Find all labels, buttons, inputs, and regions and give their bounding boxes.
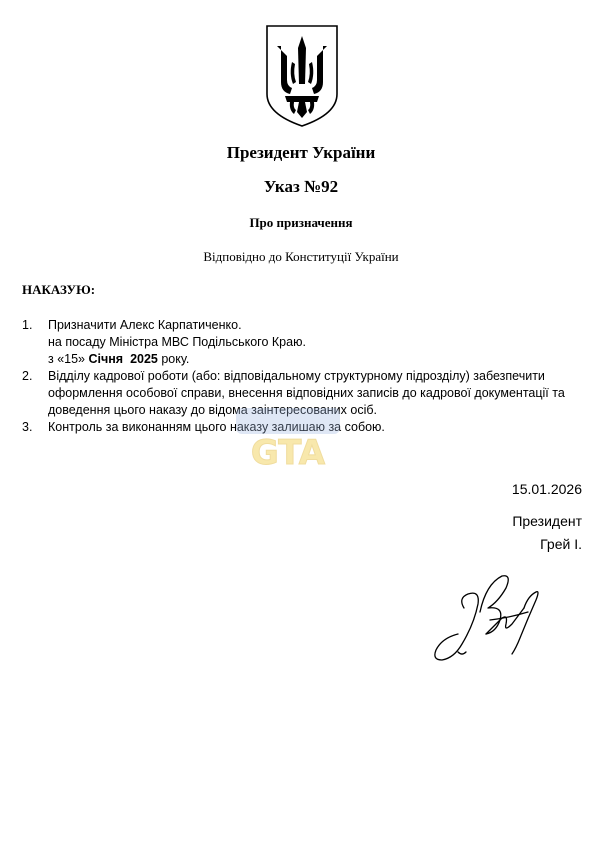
list-item xyxy=(22,317,592,368)
order-heading: НАКАЗУЮ: xyxy=(22,282,96,297)
signer-name: Грей І. xyxy=(540,536,582,552)
legal-basis: Відповідно до Конституції України xyxy=(203,249,399,264)
effective-date-line xyxy=(48,351,592,368)
date-year: 2025 xyxy=(130,352,158,366)
item-text: Контроль за виконанням цього наказу залишаю за собою. xyxy=(48,420,385,434)
decree-number-title: Указ №92 xyxy=(263,177,339,196)
item-text: Відділу кадрової роботи (або: відповідальному структурному підрозділу) забезпечити оформлення особової справи, внесення відповідних записів до кадрової документації та доведення цього наказу до відома заінтересованих осіб. xyxy=(48,369,565,417)
appointment-line: Призначити Алекс Карпатиченко. xyxy=(48,318,242,332)
item-number: 3. xyxy=(22,420,33,434)
trident-coat-of-arms-icon xyxy=(263,22,341,130)
position-line: на посаду Міністра МВС Подільського Краю. xyxy=(48,335,306,349)
item-number: 2. xyxy=(22,369,33,383)
date-suffix: року. xyxy=(157,352,190,366)
svg-text:GTA: GTA xyxy=(250,433,326,473)
item-number: 1. xyxy=(22,318,33,332)
document-date: 15.01.2026 xyxy=(511,481,582,497)
date-prefix: з «15» xyxy=(48,352,89,366)
handwritten-signature xyxy=(428,568,548,668)
issuer-title: Президент України xyxy=(226,143,376,162)
decree-subject: Про призначення xyxy=(249,215,353,230)
date-month: Січня xyxy=(88,352,124,366)
watermark-logo xyxy=(218,402,358,474)
signer-position: Президент xyxy=(512,513,582,529)
